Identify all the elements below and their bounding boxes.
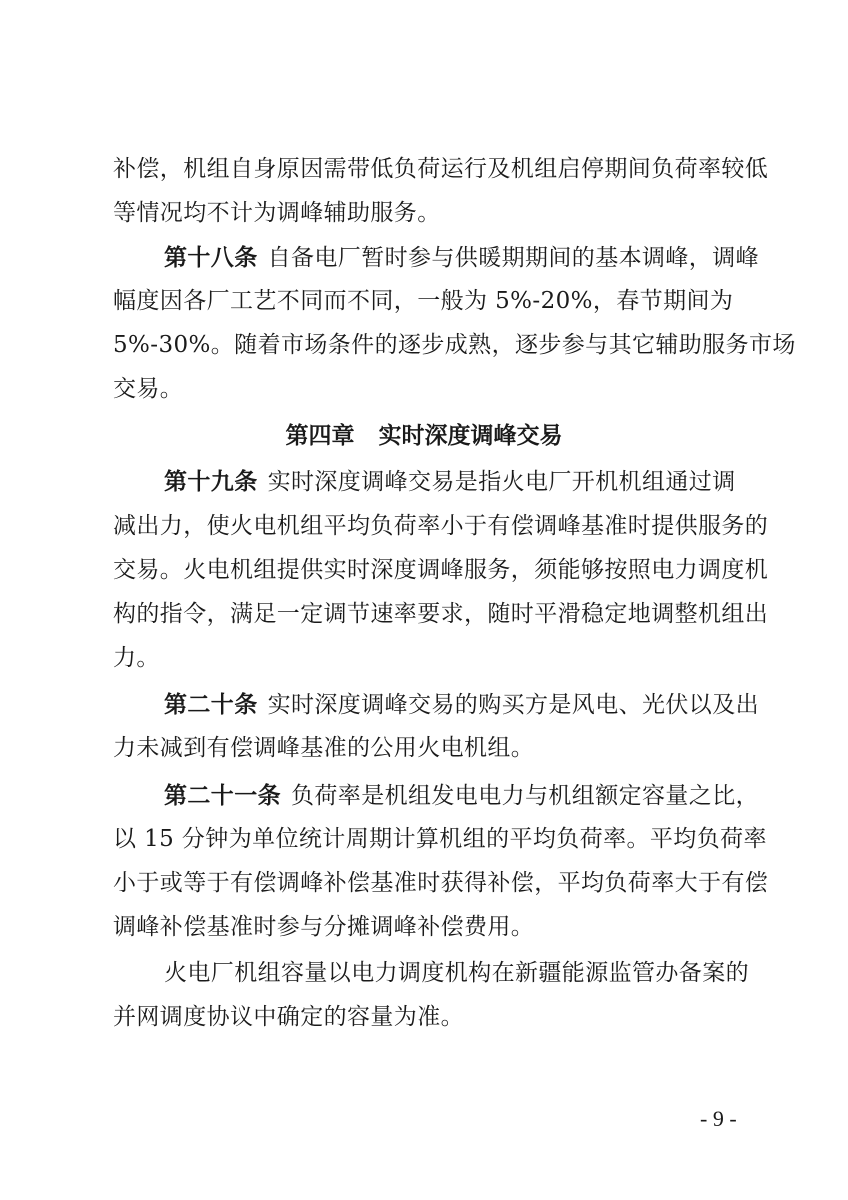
paragraph-line: 交易。 — [113, 376, 184, 402]
paragraph-line: 以 15 分钟为单位统计周期计算机组的平均负荷率。平均负荷率 — [113, 826, 767, 852]
paragraph-line: 力。 — [113, 645, 160, 671]
article-20-text: 实时深度调峰交易的购买方是风电、光伏以及出 — [267, 692, 760, 718]
page-number: - 9 - — [700, 1106, 737, 1131]
chapter-heading — [0, 424, 848, 447]
paragraph-line: 幅度因各厂工艺不同而不同，一般为 5%-20%，春节期间为 — [113, 288, 734, 314]
article-21-label: 第二十一条 — [164, 782, 281, 809]
article-19-text: 实时深度调峰交易是指火电厂开机机组通过调 — [267, 469, 736, 495]
article-21-text: 负荷率是机组发电电力与机组额定容量之比， — [291, 783, 759, 809]
paragraph-line: 调峰补偿基准时参与分摊调峰补偿费用。 — [113, 914, 535, 940]
paragraph-line: 减出力，使火电机组平均负荷率小于有偿调峰基准时提供服务的 — [113, 513, 769, 539]
chapter-title: 实时深度调峰交易 — [378, 422, 563, 449]
article-20-line — [164, 693, 759, 717]
paragraph-line: 力未减到有偿调峰基准的公用火电机组。 — [113, 735, 535, 761]
paragraph-line: 小于或等于有偿调峰补偿基准时获得补偿，平均负荷率大于有偿 — [113, 870, 769, 896]
article-19-label: 第十九条 — [164, 468, 258, 495]
article-19-line — [164, 470, 736, 494]
paragraph-line: 补偿，机组自身原因需带低负荷运行及机组启停期间负荷率较低 — [113, 156, 769, 182]
chapter-number: 第四章 — [285, 422, 355, 449]
paragraph-line: 交易。火电机组提供实时深度调峰服务，须能够按照电力调度机 — [113, 557, 769, 583]
paragraph-line: 构的指令，满足一定调节速率要求，随时平滑稳定地调整机组出 — [113, 601, 769, 627]
article-18-line — [164, 246, 759, 270]
article-20-label: 第二十条 — [164, 691, 258, 718]
paragraph-line: 火电厂机组容量以电力调度机构在新疆能源监管办备案的 — [164, 960, 749, 986]
paragraph-line: 并网调度协议中确定的容量为准。 — [113, 1004, 464, 1030]
paragraph-line: 等情况均不计为调峰辅助服务。 — [113, 200, 441, 226]
article-18-label: 第十八条 — [164, 244, 258, 271]
article-21-line — [164, 784, 759, 808]
article-18-text: 自备电厂暂时参与供暖期期间的基本调峰，调峰 — [267, 245, 760, 271]
paragraph-line: 5%-30%。随着市场条件的逐步成熟，逐步参与其它辅助服务市场 — [113, 332, 796, 358]
